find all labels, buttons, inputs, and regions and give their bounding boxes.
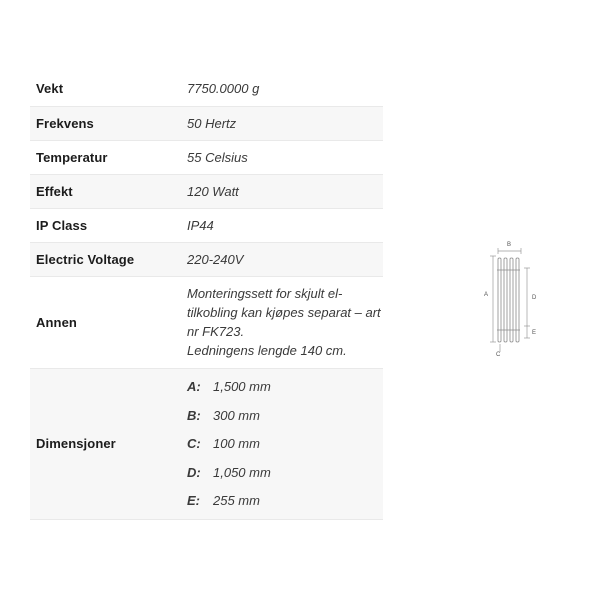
spec-label: Effekt bbox=[30, 174, 181, 208]
spec-row-annen bbox=[30, 276, 383, 368]
spec-row-vekt bbox=[30, 72, 383, 106]
annen-line: Ledningens lengde 140 cm. bbox=[187, 343, 347, 358]
dimension-item bbox=[187, 373, 383, 402]
dimension-key: E: bbox=[187, 493, 200, 509]
dimension-key: A: bbox=[187, 379, 201, 395]
dimension-list bbox=[181, 368, 383, 520]
dimension-value: 300 mm bbox=[213, 407, 260, 423]
spec-value: 7750.0000 g bbox=[181, 72, 383, 106]
spec-label: Temperatur bbox=[30, 140, 181, 174]
annen-line: nr FK723. bbox=[187, 324, 245, 339]
radiator-outline bbox=[497, 258, 520, 342]
annen-line: Monteringssett for skjult el- bbox=[187, 286, 343, 301]
spec-row-effekt bbox=[30, 174, 383, 208]
dimension-item bbox=[187, 430, 383, 459]
spec-value: 120 Watt bbox=[181, 174, 383, 208]
dimension-item bbox=[187, 401, 383, 430]
dimension-item bbox=[187, 487, 383, 516]
spec-value: 50 Hertz bbox=[181, 106, 383, 140]
spec-label: Vekt bbox=[30, 72, 181, 106]
spec-label: Electric Voltage bbox=[30, 242, 181, 276]
annen-text bbox=[187, 280, 383, 364]
spec-table bbox=[30, 72, 383, 520]
diagram-label-b: B bbox=[507, 242, 512, 248]
dimension-key: D: bbox=[187, 464, 201, 480]
dimension-item bbox=[187, 458, 383, 487]
spec-value: 55 Celsius bbox=[181, 140, 383, 174]
dimension-key: C: bbox=[187, 436, 201, 452]
spec-label: Dimensjoner bbox=[30, 368, 181, 520]
spec-value: IP44 bbox=[181, 208, 383, 242]
spec-row-electric-voltage bbox=[30, 242, 383, 276]
dimension-key: B: bbox=[187, 407, 201, 423]
spec-label: IP Class bbox=[30, 208, 181, 242]
spec-label: Frekvens bbox=[30, 106, 181, 140]
diagram-label-a: A bbox=[484, 292, 489, 298]
diagram-label-d: D bbox=[532, 295, 537, 301]
dimension-value: 1,050 mm bbox=[213, 464, 271, 480]
dimension-value: 1,500 mm bbox=[213, 379, 271, 395]
spec-label: Annen bbox=[30, 276, 181, 368]
spec-row-dimensjoner bbox=[30, 368, 383, 520]
spec-row-ip-class bbox=[30, 208, 383, 242]
spec-row-frekvens bbox=[30, 106, 383, 140]
spec-row-temperatur bbox=[30, 140, 383, 174]
annen-line: tilkobling kan kjøpes separat – art bbox=[187, 305, 381, 320]
spec-value: 220-240V bbox=[181, 242, 383, 276]
diagram-label-e: E bbox=[532, 330, 537, 336]
radiator-dimension-diagram bbox=[478, 238, 542, 358]
spec-value bbox=[181, 276, 383, 368]
diagram-label-c: C bbox=[496, 352, 501, 358]
dimension-value: 255 mm bbox=[213, 493, 260, 509]
dimension-value: 100 mm bbox=[213, 436, 260, 452]
